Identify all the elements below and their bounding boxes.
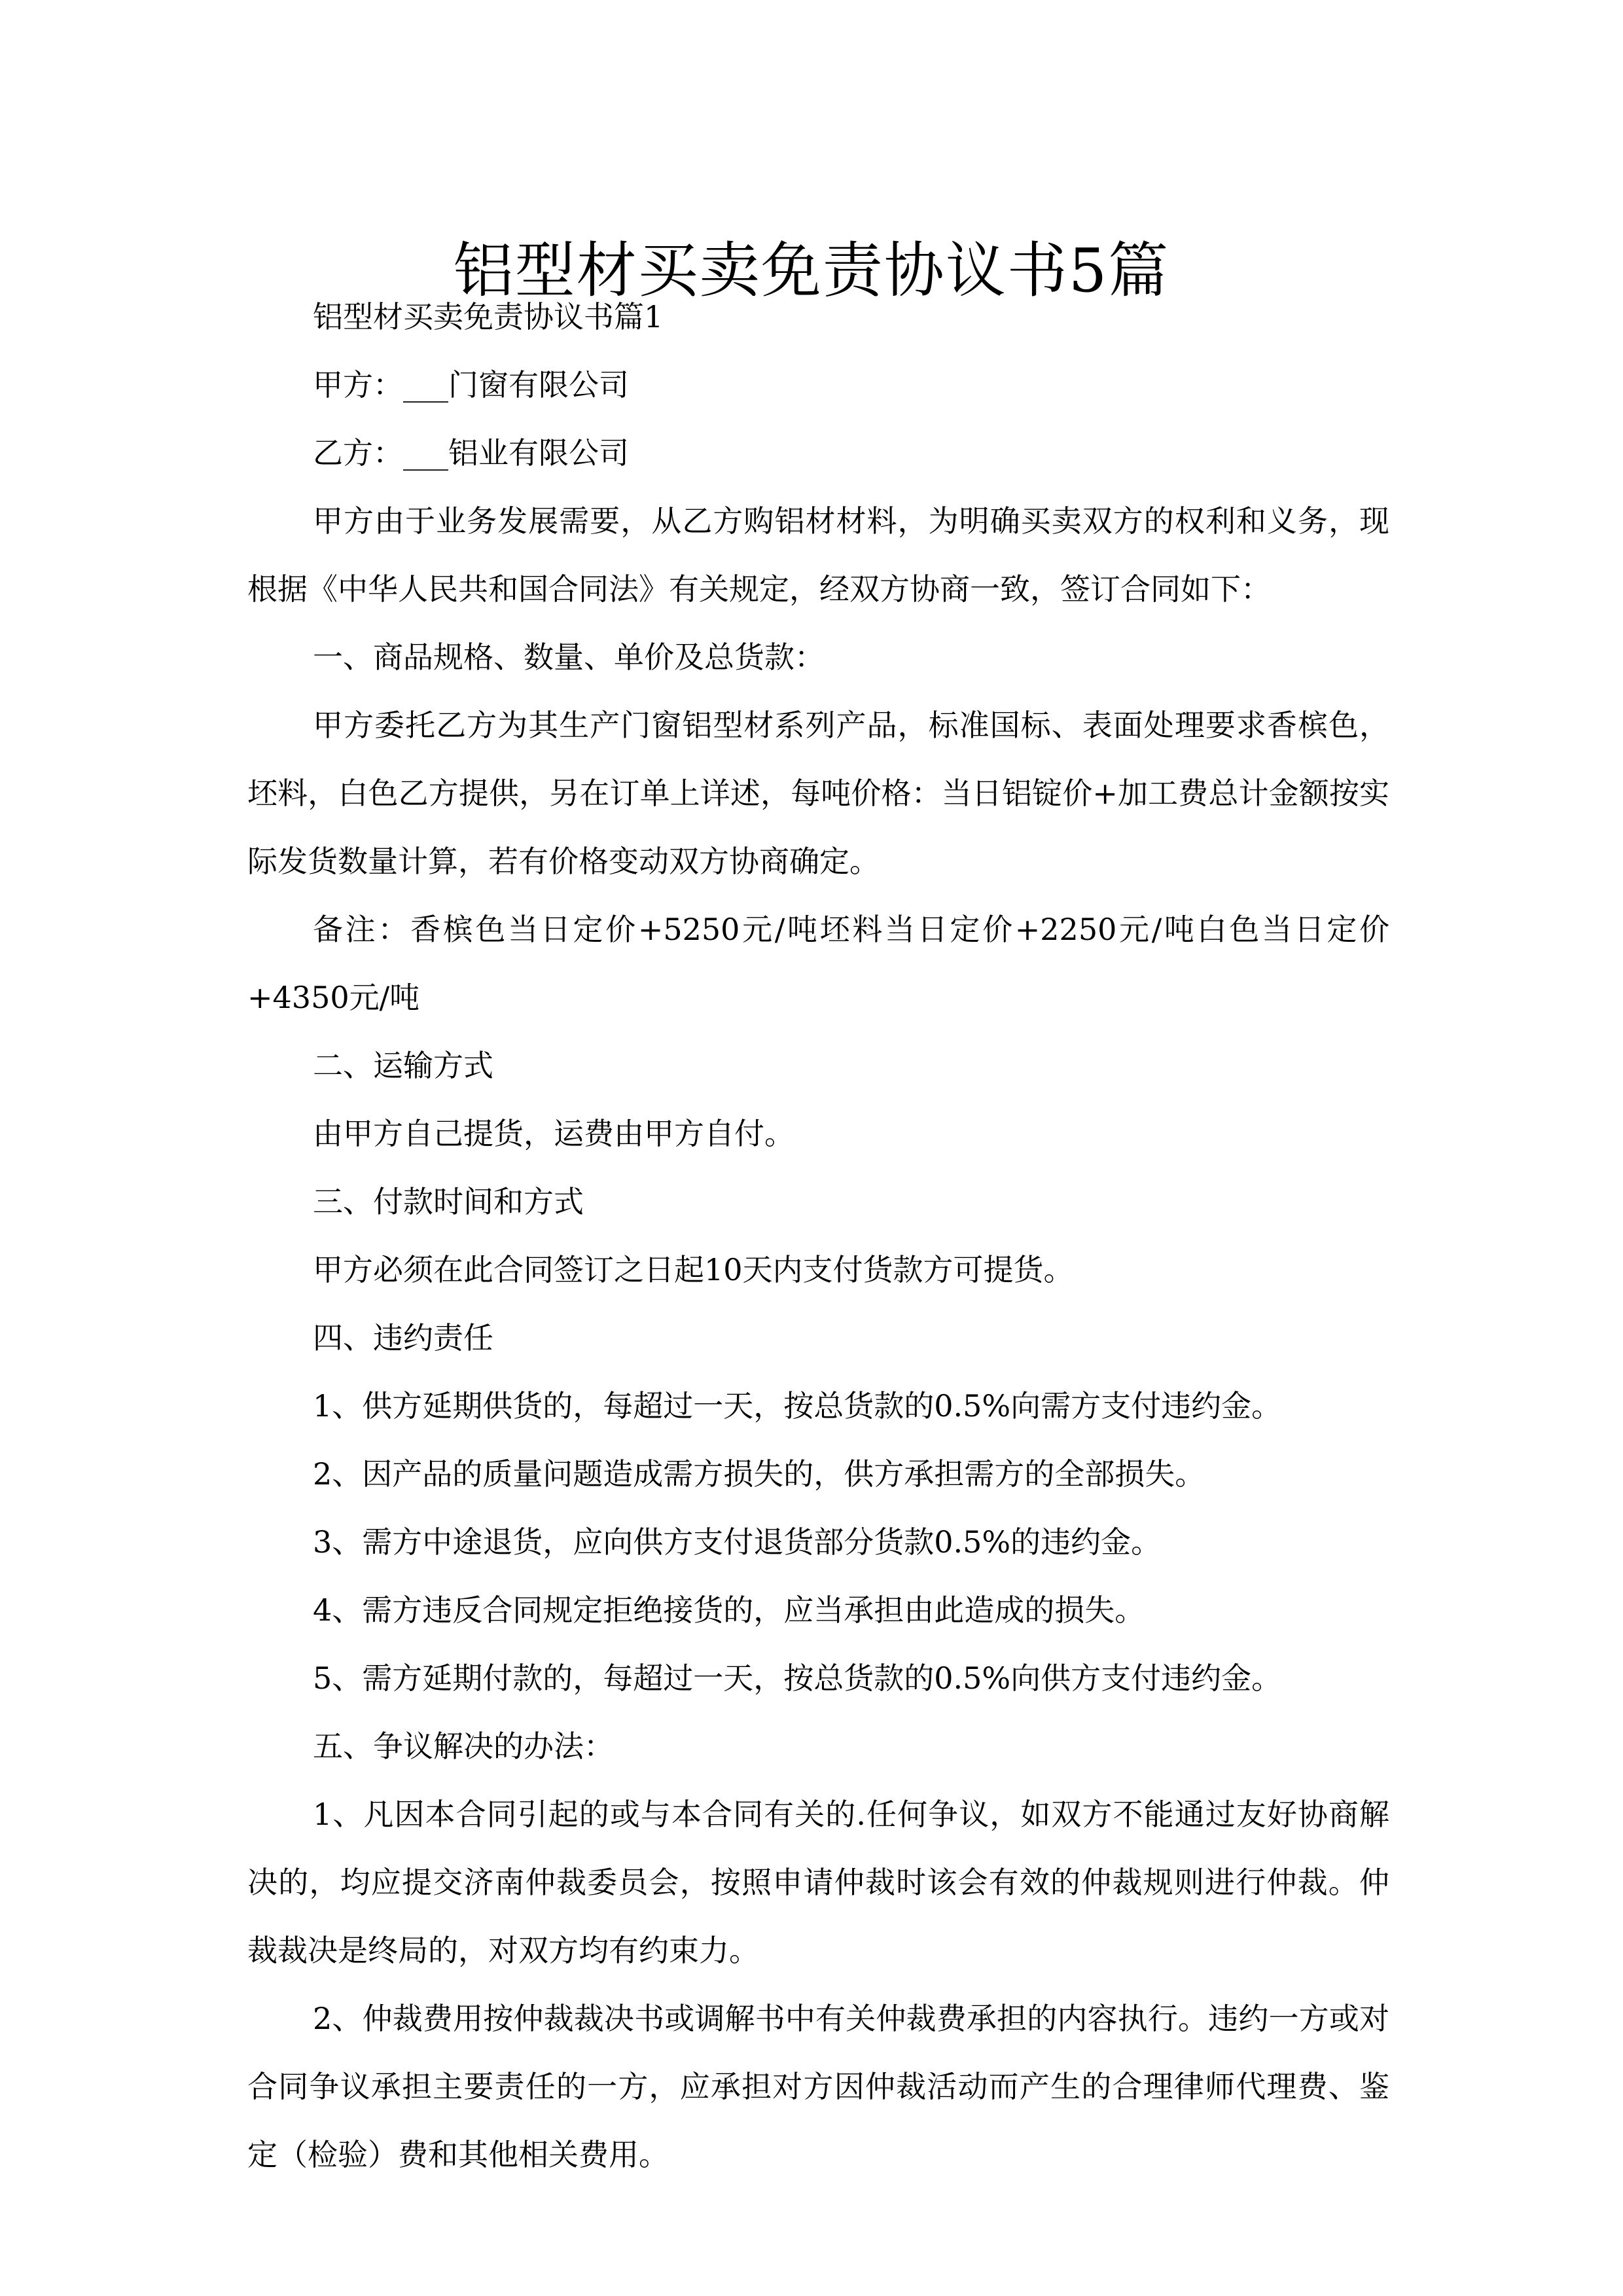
preamble-paragraph: 甲方由于业务发展需要，从乙方购铝材材料，为明确买卖双方的权利和义务，现根据《中华人民共和国合同法》有关规定，经双方协商一致，签订合同如下： bbox=[247, 503, 1389, 607]
clause-heading-1: 一、商品规格、数量、单价及总货款： bbox=[313, 639, 825, 675]
list-item: 1、供方延期供货的，每超过一天，按总货款的0.5%向需方支付违约金。 bbox=[313, 1388, 1282, 1424]
document-body bbox=[247, 283, 1389, 2189]
list-item: 1、凡因本合同引起的或与本合同有关的.任何争议，如双方不能通过友好协商解决的，均应提交济南仲裁委员会，按照申请仲裁时该会有效的仲裁规则进行仲裁。仲裁裁决是终局的，对双方均有约束力。 bbox=[247, 1797, 1389, 1968]
clause-heading-3: 三、付款时间和方式 bbox=[313, 1184, 584, 1219]
list-item: 3、需方中途退货，应向供方支付退货部分货款0.5%的违约金。 bbox=[313, 1524, 1162, 1560]
section-heading: 铝型材买卖免责协议书篇1 bbox=[313, 299, 664, 334]
document-title: 铝型材买卖免责协议书5篇 bbox=[453, 235, 1170, 306]
clause-paragraph: 甲方必须在此合同签订之日起10天内支付货款方可提货。 bbox=[313, 1252, 1074, 1287]
clause-heading-4: 四、违约责任 bbox=[313, 1320, 493, 1355]
clause-heading-5: 五、争议解决的办法： bbox=[313, 1729, 614, 1764]
clause-heading-2: 二、运输方式 bbox=[313, 1048, 493, 1083]
party-a-line: 甲方：___门窗有限公司 bbox=[313, 367, 629, 403]
list-item: 5、需方延期付款的，每超过一天，按总货款的0.5%向供方支付违约金。 bbox=[313, 1660, 1282, 1696]
list-item: 2、仲裁费用按仲裁裁决书或调解书中有关仲裁费承担的内容执行。违约一方或对合同争议承担主要责任的一方，应承担对方因仲裁活动而产生的合理律师代理费、鉴定（检验）费和其他相关费用。 bbox=[247, 2001, 1389, 2172]
clause-paragraph: 甲方委托乙方为其生产门窗铝型材系列产品，标准国标、表面处理要求香槟色，坯料，白色乙方提供，另在订单上详述，每吨价格：当日铝锭价+加工费总计金额按实际发货数量计算，若有价格变动双方协商确定。 bbox=[247, 708, 1389, 879]
clause-paragraph: 由甲方自己提货，运费由甲方自付。 bbox=[313, 1116, 794, 1151]
note-paragraph: 备注：香槟色当日定价+5250元/吨坯料当日定价+2250元/吨白色当日定价+4350元/吨 bbox=[247, 912, 1389, 1015]
list-item: 2、因产品的质量问题造成需方损失的，供方承担需方的全部损失。 bbox=[313, 1456, 1205, 1492]
party-b-line: 乙方：___铝业有限公司 bbox=[313, 435, 629, 471]
list-item: 4、需方违反合同规定拒绝接货的，应当承担由此造成的损失。 bbox=[313, 1592, 1145, 1628]
